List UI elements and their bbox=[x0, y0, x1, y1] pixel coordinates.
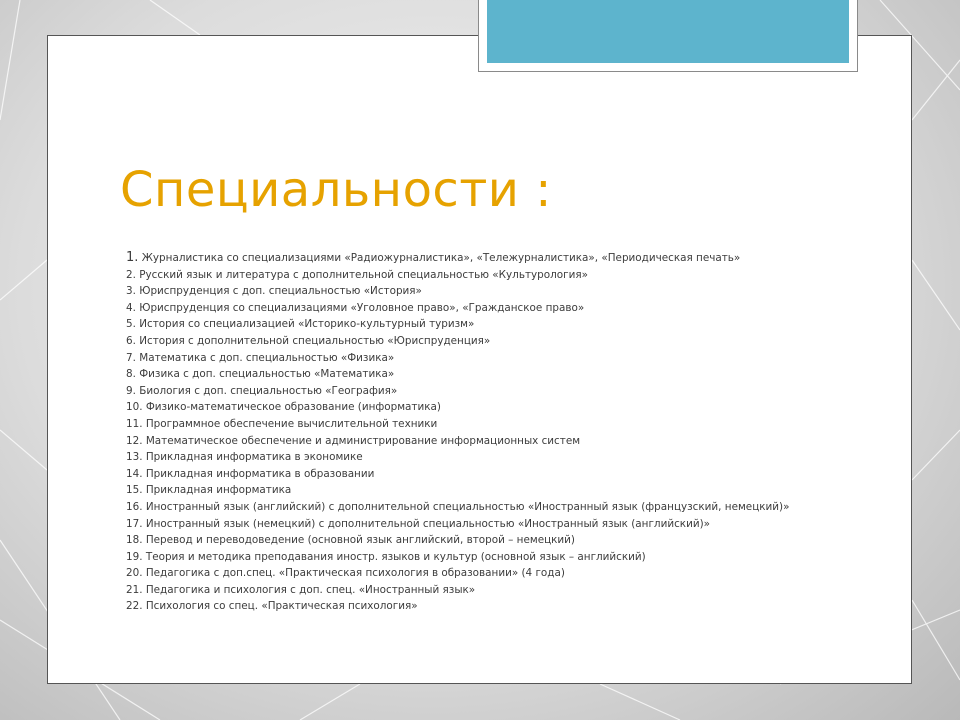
item-text: Математическое обеспечение и администрирование информационных систем bbox=[145, 434, 581, 447]
item-text: Журналистика со специализациями «Радиожурналистика», «Тележурналистика», «Периодическая печать» bbox=[141, 252, 741, 264]
list-item bbox=[126, 598, 806, 615]
item-number: 16. bbox=[126, 500, 143, 513]
item-text: Иностранный язык (английский) с дополнительной специальностью «Иностранный язык (французский, немецкий)» bbox=[145, 500, 790, 513]
accent-bar bbox=[487, 0, 849, 63]
item-text: Прикладная информатика в образовании bbox=[145, 467, 375, 480]
list-item bbox=[126, 250, 806, 267]
list-item bbox=[126, 499, 806, 516]
item-text: Русский язык и литература с дополнительной специальностью «Культурология» bbox=[139, 268, 588, 281]
item-text: Прикладная информатика bbox=[145, 484, 292, 497]
specialties-list bbox=[126, 250, 806, 615]
list-item bbox=[126, 350, 806, 367]
item-text: Физико-математическое образование (информатика) bbox=[145, 401, 441, 414]
item-number: 4. bbox=[126, 301, 136, 314]
list-item bbox=[126, 565, 806, 582]
list-item bbox=[126, 449, 806, 466]
list-item bbox=[126, 333, 806, 350]
item-text: Иностранный язык (немецкий) с дополнительной специальностью «Иностранный язык (английский)» bbox=[145, 517, 710, 530]
item-text: Психология со спец. «Практическая психология» bbox=[145, 600, 418, 613]
item-text: Математика с доп. специальностью «Физика» bbox=[139, 351, 395, 364]
item-number: 7. bbox=[126, 351, 136, 364]
item-number: 1. bbox=[126, 250, 139, 265]
list-item bbox=[126, 416, 806, 433]
item-number: 13. bbox=[126, 451, 143, 464]
list-item bbox=[126, 433, 806, 450]
list-item bbox=[126, 366, 806, 383]
item-text: Прикладная информатика в экономике bbox=[145, 451, 363, 464]
slide-title: Специальности : bbox=[120, 162, 552, 218]
item-text: Педагогика и психология с доп. спец. «Иностранный язык» bbox=[145, 583, 476, 596]
item-number: 2. bbox=[126, 268, 136, 281]
item-number: 12. bbox=[126, 434, 143, 447]
item-text: Программное обеспечение вычислительной техники bbox=[145, 417, 438, 430]
item-number: 3. bbox=[126, 285, 136, 298]
item-number: 21. bbox=[126, 583, 143, 596]
item-text: Юриспруденция со специализациями «Уголовное право», «Гражданское право» bbox=[139, 301, 585, 314]
item-number: 5. bbox=[126, 318, 136, 331]
item-text: Педагогика с доп.спец. «Практическая психология в образовании» (4 года) bbox=[145, 567, 565, 580]
item-text: История со специализацией «Историко-культурный туризм» bbox=[139, 318, 475, 331]
item-number: 6. bbox=[126, 334, 136, 347]
list-item bbox=[126, 549, 806, 566]
list-item bbox=[126, 267, 806, 284]
item-number: 18. bbox=[126, 534, 143, 547]
list-item bbox=[126, 399, 806, 416]
item-number: 9. bbox=[126, 384, 136, 397]
list-item bbox=[126, 316, 806, 333]
item-text: Перевод и переводоведение (основной язык английский, второй – немецкий) bbox=[145, 534, 575, 547]
item-number: 14. bbox=[126, 467, 143, 480]
list-item bbox=[126, 283, 806, 300]
list-item bbox=[126, 532, 806, 549]
item-number: 8. bbox=[126, 368, 136, 381]
list-item bbox=[126, 582, 806, 599]
item-text: Биология с доп. специальностью «География» bbox=[139, 384, 398, 397]
item-text: Теория и методика преподавания иностр. языков и культур (основной язык – английский) bbox=[145, 550, 646, 563]
item-number: 15. bbox=[126, 484, 143, 497]
item-number: 19. bbox=[126, 550, 143, 563]
list-item bbox=[126, 466, 806, 483]
list-item bbox=[126, 383, 806, 400]
item-number: 17. bbox=[126, 517, 143, 530]
item-number: 11. bbox=[126, 417, 143, 430]
item-text: Юриспруденция с доп. специальностью «История» bbox=[139, 285, 422, 298]
item-number: 22. bbox=[126, 600, 143, 613]
item-text: Физика с доп. специальностью «Математика» bbox=[139, 368, 395, 381]
item-text: История с дополнительной специальностью «Юриспруденция» bbox=[139, 334, 491, 347]
item-number: 20. bbox=[126, 567, 143, 580]
list-item bbox=[126, 516, 806, 533]
list-item bbox=[126, 300, 806, 317]
item-number: 10. bbox=[126, 401, 143, 414]
list-item bbox=[126, 482, 806, 499]
